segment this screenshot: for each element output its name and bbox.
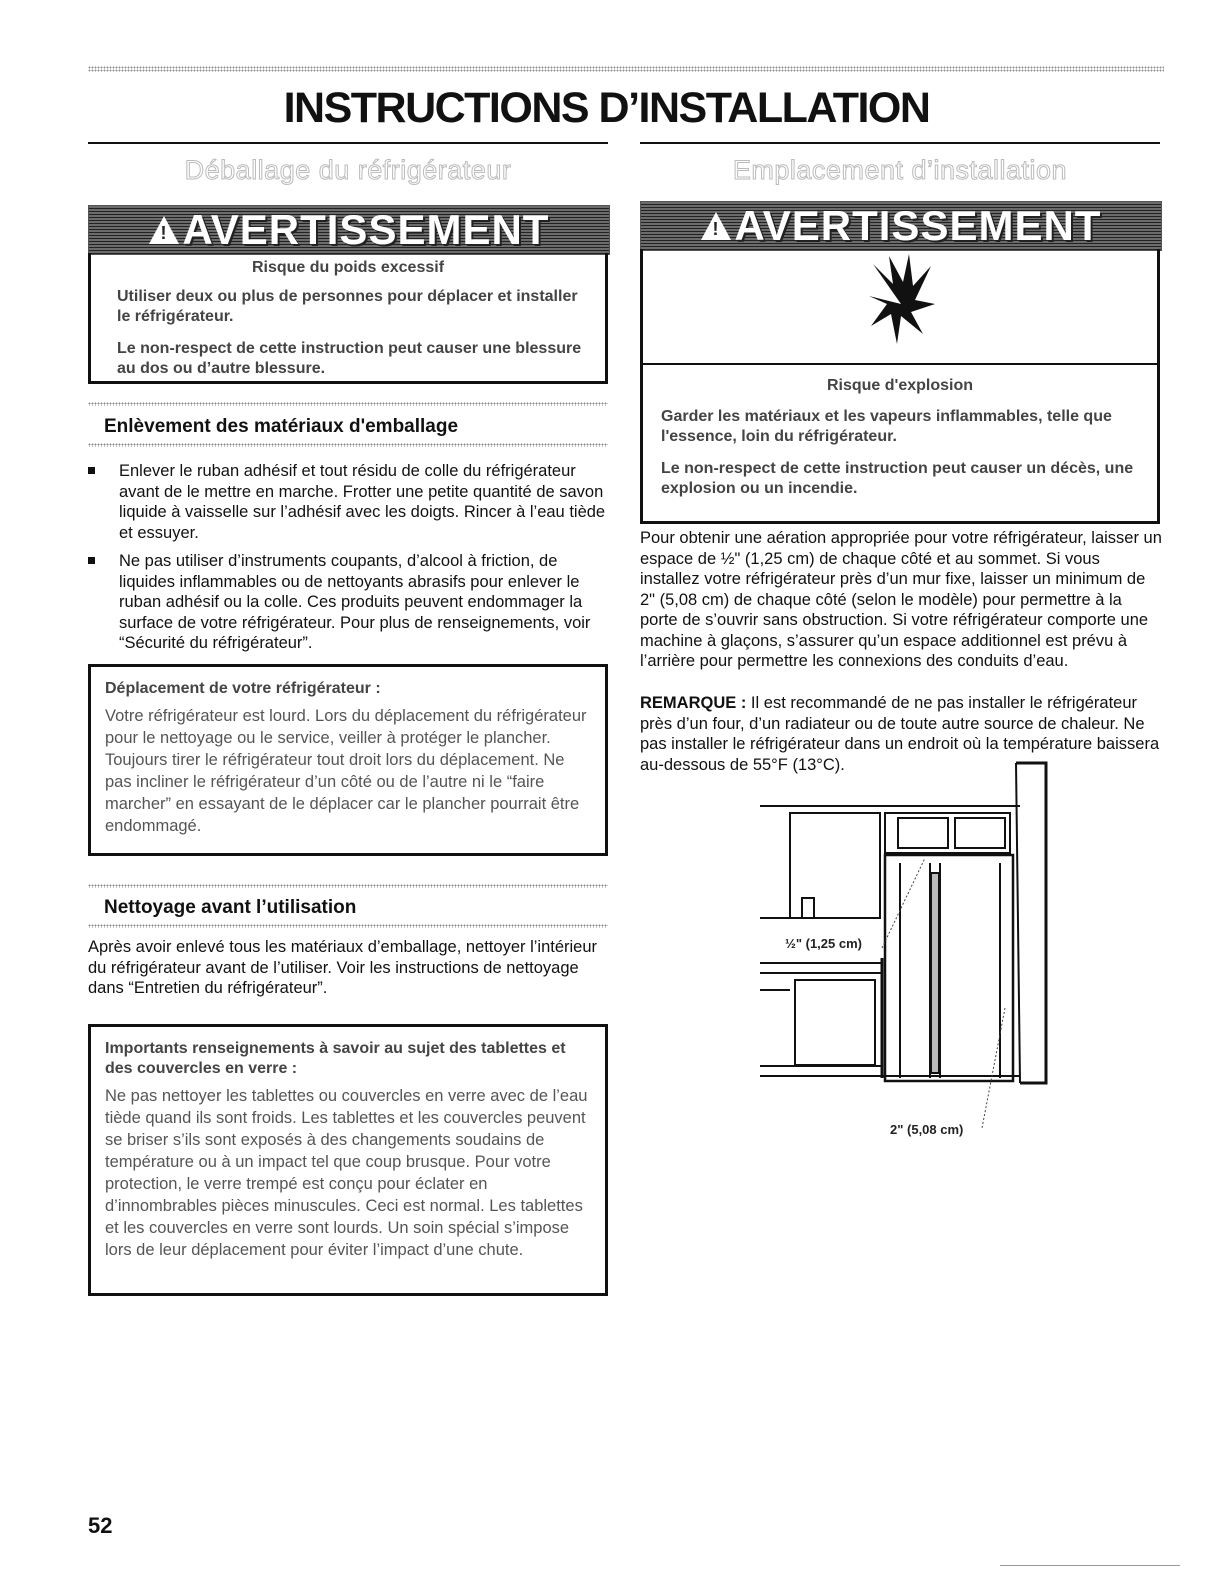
right-section-title: Emplacement d’installation	[732, 155, 1068, 185]
top-dotted-rule	[88, 66, 1164, 72]
two-inch-label: 2" (5,08 cm)	[890, 1122, 964, 1137]
half-inch-label: ½" (1,25 cm)	[785, 936, 862, 951]
right-warning-line2: Le non-respect de cette instruction peut causer un décès, une explosion ou un incendie.	[661, 460, 1134, 497]
left-warning-box	[88, 253, 608, 384]
ventilation-paragraph: Pour obtenir une aération appropriée pour votre réfrigérateur, laisser un espace de ½" (1,25 cm) de chaque côté et au sommet. Si vous installez votre réfrigérateur près d’un mur fixe, laisser un minimum de 2" (5,08 cm) de chaque côté (selon le modèle) pour permettre à la porte de s’ouvrir sans obstruction. Si votre réfrigérateur comporte une machine à glaçons, s’assurer qu’un espace additionnel est prévu à l’arrière pour permettre les connexions des conduits d’eau.	[640, 529, 1162, 670]
explosion-icon	[643, 249, 1157, 363]
cleaning-text: Après avoir enlevé tous les matériaux d’emballage, nettoyer l’intérieur du réfrigérateur avant de l’utiliser. Voir les instructions de nettoyage dans “Entretien du réfrigérateur”.	[88, 938, 598, 997]
right-warning-risk: Risque d'explosion	[826, 377, 974, 394]
glass-heading: Importants renseignements à savoir au sujet des tablettes et des couvercles en verre :	[105, 1040, 566, 1077]
bullet-square-icon	[88, 557, 95, 564]
bullet-square-icon	[88, 467, 95, 474]
moving-heading: Déplacement de votre réfrigérateur :	[105, 680, 381, 697]
left-warning-banner	[88, 205, 610, 255]
warning-triangle-icon	[149, 216, 179, 244]
dotted-rule	[88, 924, 608, 928]
right-warning-box	[640, 363, 1160, 524]
left-warning-line2: Le non-respect de cette instruction peut causer une blessure au dos ou d’autre blessure.	[117, 340, 582, 377]
left-warning-line1: Utiliser deux ou plus de personnes pour déplacer et installer le réfrigérateur.	[117, 288, 578, 325]
right-warning-line1: Garder les matériaux et les vapeurs inflammables, telle que l'essence, loin du réfrigérateur.	[661, 408, 1112, 445]
packaging-bullet-list	[88, 461, 606, 662]
warning-word: AVERTISSEMENT	[182, 206, 550, 253]
glass-text: Ne pas nettoyer les tablettes ou couvercles en verre avec de l’eau tiède quand ils sont froids. Les tablettes et les couvercles peuvent se briser s’ils sont exposés à des changements soudains de température ou à un impact tel que coup brusque. Pour votre protection, le verre trempé est conçu pour éclater en d’innombrables pièces minuscules. Ceci est normal. Les tablettes et les couvercles en verre sont lourds. Un soin spécial s’impose lors de leur déplacement pour éviter l’impact d’une chute.	[105, 1087, 588, 1259]
warning-triangle-icon	[701, 212, 731, 240]
note-text: Il est recommandé de ne pas installer le réfrigérateur près d’un four, d’un radiateur ou de toute autre source de chaleur. Ne pas installer le réfrigérateur dans un endroit où la température baissera au-dessous de 55°F (13°C).	[640, 694, 1160, 774]
dotted-rule	[88, 884, 608, 888]
cleaning-heading: Nettoyage avant l’utilisation	[104, 897, 357, 918]
right-warning-banner	[640, 201, 1162, 251]
left-section-title: Déballage du réfrigérateur	[184, 155, 512, 185]
list-item	[88, 551, 606, 654]
note-label: REMARQUE :	[640, 694, 747, 712]
right-title-rule	[640, 142, 1160, 144]
left-warning-risk: Risque du poids excessif	[251, 259, 445, 276]
moving-text: Votre réfrigérateur est lourd. Lors du déplacement du réfrigérateur pour le nettoyage ou le service, veiller à protéger le plancher. Toujours tirer le réfrigérateur tout droit lors du déplacement. Ne pas incliner le réfrigérateur d’un côté ou de l’autre ni le “faire marcher” en essayant de le déplacer car le plancher pourrait être endommagé.	[105, 707, 587, 835]
glass-info-box	[88, 1024, 608, 1296]
packaging-heading: Enlèvement des matériaux d'emballage	[104, 416, 459, 437]
page-number: 52	[88, 1513, 113, 1538]
dotted-rule	[88, 402, 608, 406]
bullet-text: Ne pas utiliser d’instruments coupants, d’alcool à friction, de liquides inflammables ou de nettoyants abrasifs pour enlever le ruban adhésif ou la colle. Ces produits peuvent endommager la surface de votre réfrigérateur. Pour plus de renseignements, voir “Sécurité du réfrigérateur”.	[119, 552, 591, 652]
installation-clearance-diagram	[750, 758, 1060, 1143]
bullet-text: Enlever le ruban adhésif et tout résidu de colle du réfrigérateur avant de le mettre en marche. Frotter une petite quantité de savon liquide à vaisselle sur l’adhésif avec les doigts. Rincer à l’eau tiède et essuyer.	[119, 462, 606, 542]
bottom-rule	[1000, 1565, 1180, 1566]
warning-word: AVERTISSEMENT	[734, 202, 1102, 249]
page-title: INSTRUCTIONS D’INSTALLATION	[283, 84, 930, 132]
dotted-rule	[88, 443, 608, 447]
list-item	[88, 461, 606, 543]
explosion-icon-panel	[640, 249, 1160, 363]
moving-info-box	[88, 664, 608, 856]
left-title-rule	[88, 142, 608, 144]
